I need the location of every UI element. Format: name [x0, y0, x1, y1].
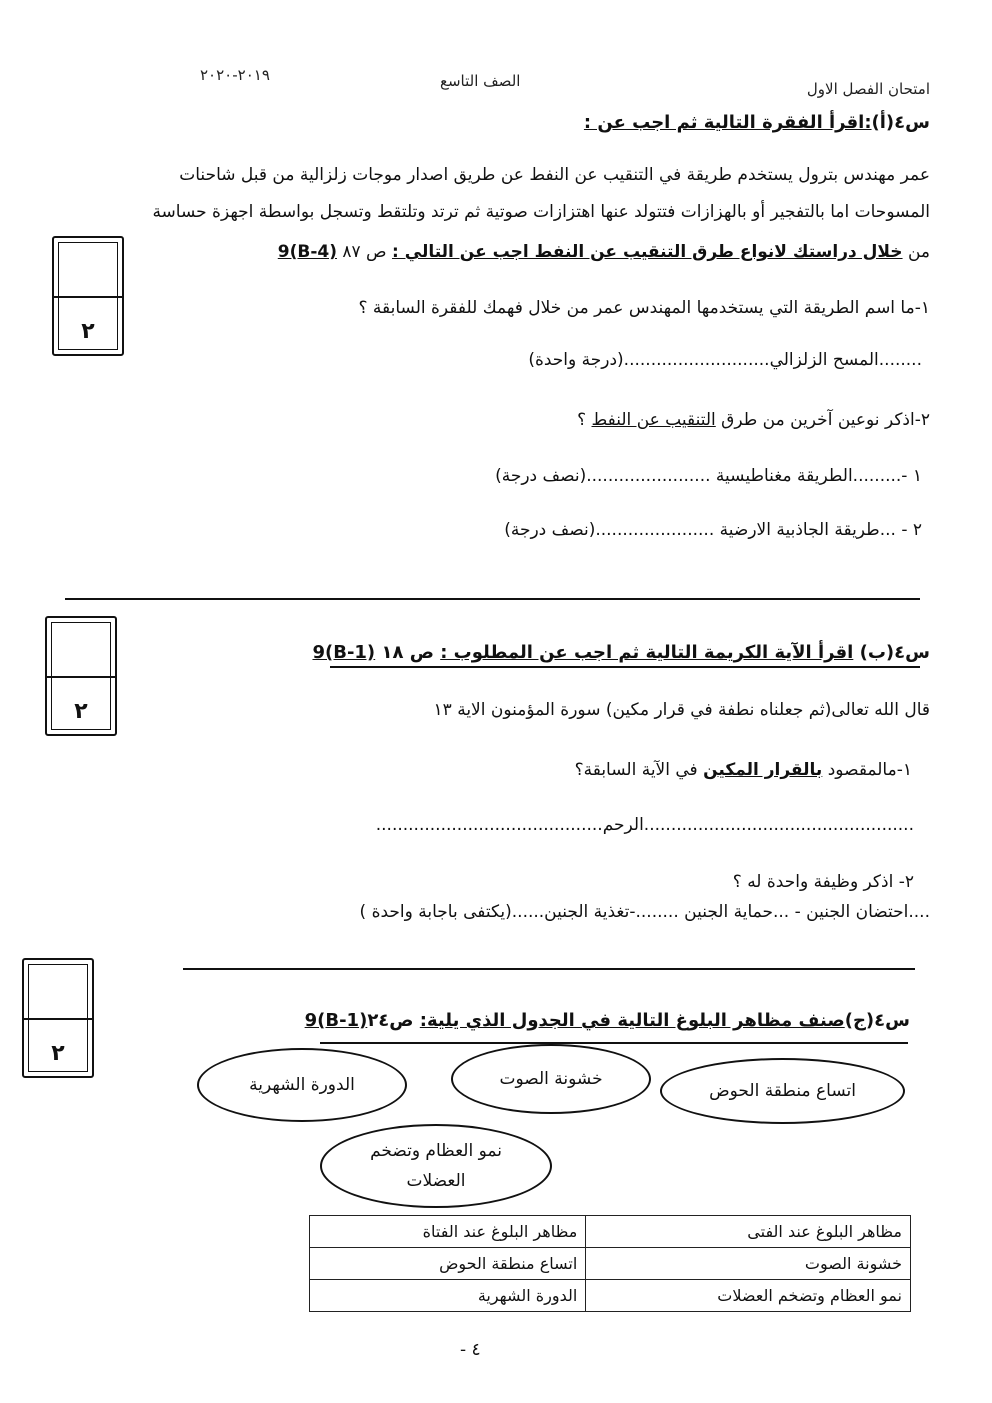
q4a-code: 9(B-4)	[277, 242, 337, 262]
q4a-para-line3-lead: من	[907, 242, 930, 262]
q4a-question-1: ١-ما اسم الطريقة التي يستخدمها المهندس عمر من خلال فهمك للفقرة السابقة ؟	[358, 298, 930, 318]
q4b-q1-underlined: بالقرار المكين	[703, 760, 823, 780]
table-header-row	[310, 1216, 911, 1248]
q4b-q1-end: في الآية السابقة؟	[574, 760, 698, 780]
section-divider	[65, 598, 920, 600]
q4a-page-ref: ص ٨٧	[342, 242, 387, 262]
q4c-score: ٢	[51, 1041, 65, 1066]
q4a-para-line2: المسوحات اما بالتفجير أو بالهزازات فتتولد عنها اهتزازات صوتية ثم ترتد وتلتقط وتسجل بواسطة اجهزة حساسة	[152, 202, 930, 222]
q4a-answer-2-1: ١ -.........الطريقة مغناطيسية .......................(نصف درجة)	[495, 466, 922, 486]
q4b-score: ٢	[74, 699, 88, 724]
q4b-page-ref: ص ١٨	[381, 642, 434, 663]
q4b-verse: قال الله تعالى(ثم جعلناه نطفة في قرار مكين) سورة المؤمنون الاية ١٣	[433, 700, 930, 720]
q4a-title	[584, 112, 930, 133]
q4c-score-box	[22, 958, 94, 1078]
q4a-score: ٢	[81, 319, 95, 344]
q4c-title	[305, 1010, 910, 1031]
grade-label: الصف التاسع	[440, 72, 521, 90]
q4b-title-rule	[330, 666, 920, 668]
exam-title: امتحان الفصل الاول	[806, 80, 930, 98]
q4b-question-1	[575, 760, 912, 780]
q4b-code: 9(B-1)	[312, 642, 376, 663]
q4a-question-2	[577, 410, 930, 430]
table-row	[310, 1248, 911, 1280]
table-header-girl: مظاهر البلوغ عند الفتاة	[310, 1216, 586, 1248]
q4c-title-text: صنف مظاهر البلوغ التالية في الجدول الذي يلية:	[419, 1010, 845, 1031]
table-cell: الدورة الشهرية	[310, 1280, 586, 1312]
oval-voice-deepening: خشونة الصوت	[451, 1044, 651, 1114]
q4b-q1-lead: ١-مالمقصود	[827, 760, 912, 780]
q4a-score-box	[52, 236, 124, 356]
table-cell: نمو العظام وتضخم العضلات	[586, 1280, 911, 1312]
oval-pelvis-widening: اتساع منطقة الحوض	[660, 1058, 905, 1124]
table-cell: خشونة الصوت	[586, 1248, 911, 1280]
oval-menstrual-cycle: الدورة الشهرية	[197, 1048, 407, 1122]
oval-bones-muscles: نمو العظام وتضخم العضلات	[320, 1124, 552, 1208]
q4b-answer-1: ..................................................الرحم..........................................	[375, 815, 914, 835]
page-number: - ٤	[460, 1340, 481, 1360]
q4b-score-box	[45, 616, 117, 736]
q4b-title	[312, 642, 930, 663]
q4a-title-text: :اقرأ الفقرة التالية ثم اجب عن :	[583, 112, 872, 133]
q4a-para-line3	[278, 242, 930, 262]
table-cell: اتساع منطقة الحوض	[310, 1248, 586, 1280]
q4a-answer-1: ........المسح الزلزالي...........................(درجة واحدة)	[528, 350, 922, 370]
q4c-page-ref: ص٢٤	[367, 1010, 414, 1031]
section-divider-2	[183, 968, 915, 970]
q4c-prefix: س٤(ج)	[844, 1010, 910, 1031]
year-label: ٢٠١٩-٢٠٢٠	[200, 66, 270, 84]
q4a-q2-end: ؟	[577, 410, 587, 430]
q4a-q2-lead: ٢-اذكر نوعين آخرين من طرق	[721, 410, 930, 430]
q4a-answer-2-2: ٢ - ...طريقة الجاذبية الارضية ......................(نصف درجة)	[504, 520, 922, 540]
table-header-boy: مظاهر البلوغ عند الفتى	[586, 1216, 911, 1248]
q4a-para-line3-underlined: خلال دراستك لانواع طرق التنقيب عن النفط اجب عن التالي :	[392, 242, 903, 262]
table-row	[310, 1280, 911, 1312]
q4b-prefix: س٤(ب)	[859, 642, 930, 663]
q4b-question-2: ٢- اذكر وظيفة واحدة له ؟	[732, 872, 914, 892]
puberty-table	[309, 1215, 911, 1312]
q4b-answer-2: ....احتضان الجنين - ...حماية الجنين ........-تغذية الجنين......(يكتفى باجابة واحدة )	[359, 902, 930, 922]
q4b-title-text: اقرأ الآية الكريمة التالية ثم اجب عن المطلوب :	[440, 642, 854, 663]
q4c-title-rule	[320, 1042, 908, 1044]
q4c-code: 9(B-1)	[304, 1010, 368, 1031]
q4a-q2-underlined: التنقيب عن النفط	[591, 410, 716, 430]
q4a-para-line1: عمر مهندس بترول يستخدم طريقة في التنقيب عن النفط عن طريق اصدار موجات زلزالية من قبل شاحنات	[179, 165, 930, 185]
q4a-prefix: س٤(أ)	[871, 112, 930, 133]
